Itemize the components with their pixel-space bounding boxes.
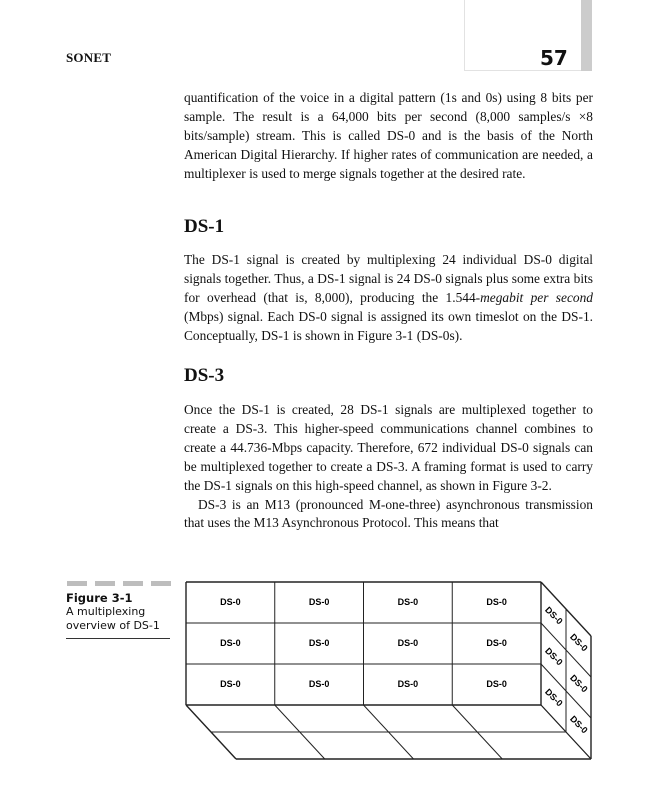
page-number: 57 (540, 46, 568, 70)
ds0-side-label: DS-0 (543, 604, 565, 627)
running-title: SONET (66, 50, 112, 65)
ds0-cell-label: DS-0 (308, 596, 330, 607)
ds1-text-b: (Mbps) signal. Each DS-0 signal is assigned its own timeslot on the DS-1. Conceptually, DS-1 is shown in Figure 3-1 (DS-0s). (184, 308, 593, 343)
ds0-cell-label: DS-0 (397, 637, 419, 648)
ds0-cell-label: DS-0 (486, 678, 507, 689)
ds0-cell-label: DS-0 (397, 596, 419, 607)
ds0-cell-label: DS-0 (308, 637, 330, 648)
ds1-text-a: The DS-1 signal is created by multiplexing 24 individual DS-0 digital signals together. Thus, a DS-1 signal is 24 DS-0 signals plus some extra bits for overhead (that is, 8,000), producing the 1.544- (184, 252, 593, 305)
ds0-cell-label: DS-0 (308, 678, 330, 689)
ds0-side-label: DS-0 (568, 672, 590, 695)
ds0-cell-label: DS-0 (220, 637, 241, 648)
figure-caption: A multiplexing overview of DS-1 (66, 605, 160, 632)
figure-label: Figure 3-1 (66, 591, 133, 605)
ds0-cell-label: DS-0 (220, 596, 241, 607)
ds0-cell-label: DS-0 (397, 678, 419, 689)
ds0-cell-label: DS-0 (486, 637, 507, 648)
heading-ds1: DS-1 (184, 216, 225, 237)
heading-ds3: DS-3 (184, 365, 225, 386)
ds0-cell-label: DS-0 (486, 596, 507, 607)
ds0-side-label: DS-0 (568, 713, 590, 736)
ds3-para-1: Once the DS-1 is created, 28 DS-1 signals are multiplexed together to create a DS-3. This higher-speed communications channel combines to create a 44.736-Mbps capacity. Therefore, 672 individual DS-0 signals can be multiplexed together to create a DS-3. A framing format is used to carry the DS-1 signals on this high-speed channel, as shown in Figure 3-2. (184, 402, 593, 493)
ds0-cell-label: DS-0 (220, 678, 241, 689)
ds0-side-label: DS-0 (568, 631, 590, 654)
ds0-side-label: DS-0 (543, 686, 565, 709)
ds3-para-2: DS-3 is an M13 (pronounced M-one-three) asynchronous transmission that uses the M13 Asynchronous Protocol. This means that (184, 496, 593, 531)
ds1-emphasis: megabit per second (480, 289, 593, 305)
ds0-side-label: DS-0 (543, 645, 565, 668)
intro-text: quantification of the voice in a digital pattern (1s and 0s) using 8 bits per sample. The result is a 64,000 bits per second (8,000 samples/s ×8 bits/sample) stream. This is called DS-0 and is the basis of the North American Digital Hierarchy. If higher rates of communication are needed, a multiplexer is used to merge signals together at the desired rate. (184, 90, 593, 181)
